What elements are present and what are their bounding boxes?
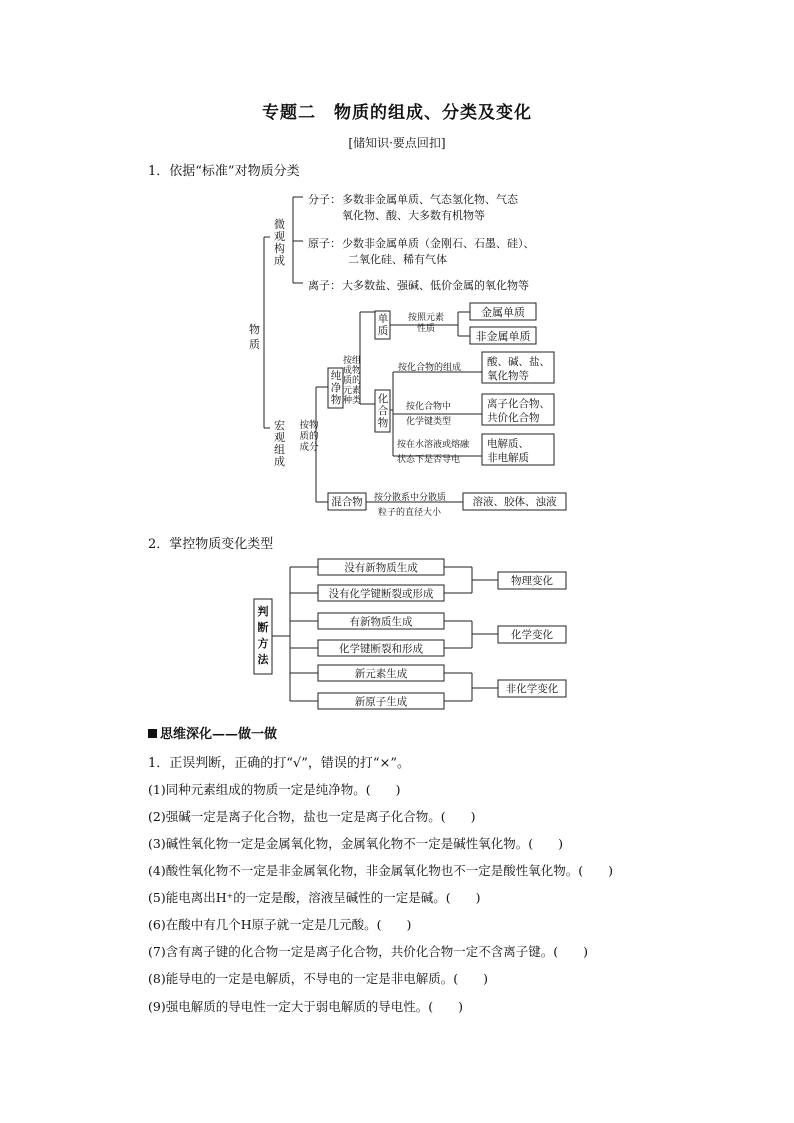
question-8: (8)能导电的一定是电解质，不导电的一定是非电解质。( ) — [148, 971, 488, 986]
micro-atom-line1: 少数非金属单质（金刚石、石墨、硅）、 — [342, 237, 535, 250]
compound-result-acid-line2: 氧化物等 — [487, 370, 529, 382]
pure-substance-box: 纯净物 — [330, 370, 342, 406]
compound-criterion-bond-line2: 化学键类型 — [406, 417, 452, 427]
compound-result-electrolyte-line1: 电解质、 — [487, 438, 529, 450]
judgment-method-box: 判断方法 — [257, 605, 269, 666]
question-9: (9)强电解质的导电性一定大于弱电解质的导电性。( ) — [148, 999, 463, 1014]
thinking-deepening-heading — [148, 723, 277, 742]
elemental-criterion: 按照元素性质 — [407, 313, 444, 334]
square-bullet-icon — [148, 729, 157, 738]
result-chemical-change: 化学变化 — [511, 629, 553, 641]
criterion-no-bond-change: 没有化学键断裂或形成 — [328, 588, 434, 600]
pure-criterion: 按组成物质的元素种类 — [343, 356, 362, 406]
question-4: (4)酸性氧化物不一定是非金属氧化物，非金属氧化物也不一定是酸性氧化物。( ) — [148, 863, 613, 878]
compound-result-electrolyte-line2: 非电解质 — [487, 452, 529, 464]
question-6: (6)在酸中有几个H原子就一定是几元酸。( ) — [148, 917, 412, 932]
metal-elemental-box: 金属单质 — [481, 306, 525, 319]
mixture-result-box: 溶液、胶体、浊液 — [472, 496, 557, 508]
compound-criterion-bond-line1: 按化合物中 — [406, 402, 452, 412]
question-2: (2)强碱一定是离子化合物，盐也一定是离子化合物。( ) — [148, 809, 476, 824]
question-intro: 1．正误判断，正确的打“√”，错误的打“×”。 — [148, 756, 411, 771]
micro-molecule-label: 分子： — [308, 193, 341, 206]
result-physical-change: 物理变化 — [511, 575, 553, 587]
root-label: 物质 — [249, 323, 260, 351]
mixture-box: 混合物 — [331, 496, 363, 508]
compound-criterion-composition: 按化合物的组成 — [398, 363, 462, 373]
micro-label: 微观构成 — [274, 218, 285, 267]
macro-criterion: 按物质的成分 — [299, 420, 319, 453]
question-3: (3)碱性氧化物一定是金属氧化物，金属氧化物不一定是碱性氧化物。( ) — [148, 836, 563, 851]
criterion-new-element: 新元素生成 — [354, 668, 408, 680]
compound-result-acid-line1: 酸、碱、盐、 — [487, 356, 550, 368]
micro-atom-label: 原子： — [308, 237, 341, 250]
compound-box: 化合物 — [377, 393, 389, 429]
page-title: 专题二 物质的组成、分类及变化 — [262, 103, 532, 123]
nonmetal-elemental-box: 非金属单质 — [475, 330, 531, 343]
micro-atom-line2: 二氧化硅、稀有气体 — [348, 253, 447, 266]
macro-label: 宏观组成 — [274, 419, 285, 468]
micro-molecule-line2: 氧化物、酸、大多数有机物等 — [342, 209, 485, 222]
question-7: (7)含有离子键的化合物一定是离子化合物，共价化合物一定不含离子键。( ) — [148, 944, 588, 959]
criterion-new-substance: 有新物质生成 — [349, 616, 413, 628]
section-heading-change-types: 2．掌控物质变化类型 — [148, 537, 274, 552]
compound-result-ionic-line1: 离子化合物、 — [487, 398, 550, 410]
micro-ion-label: 离子： — [308, 279, 341, 292]
question-5: (5)能电离出H⁺的一定是酸，溶液呈碱性的一定是碱。( ) — [148, 890, 481, 905]
section-tag: [储知识·要点回扣] — [348, 136, 446, 150]
mixture-criterion-line2: 粒子的直径大小 — [378, 508, 442, 518]
result-non-chemical-change: 非化学变化 — [505, 683, 559, 695]
thinking-deepening-label: 思维深化——做一做 — [160, 727, 278, 742]
mixture-criterion-line1: 按分散系中分散质 — [374, 493, 447, 503]
criterion-no-new-substance: 没有新物质生成 — [344, 562, 418, 574]
compound-criterion-conduct-line2: 状态下是否导电 — [397, 455, 461, 465]
section-heading-classification: 1．依据“标准”对物质分类 — [148, 164, 300, 179]
compound-result-ionic-line2: 共价化合物 — [487, 412, 540, 424]
question-1: (1)同种元素组成的物质一定是纯净物。( ) — [148, 782, 401, 797]
compound-criterion-conduct-line1: 按在水溶液或熔融 — [397, 440, 470, 450]
micro-ion-line1: 大多数盐、强碱、低价金属的氧化物等 — [342, 279, 529, 292]
elemental-box: 单质 — [377, 313, 389, 337]
criterion-new-atom: 新原子生成 — [354, 696, 408, 708]
criterion-bond-change: 化学键断裂和形成 — [339, 643, 423, 655]
micro-molecule-line1: 多数非金属单质、气态氢化物、气态 — [342, 193, 518, 206]
